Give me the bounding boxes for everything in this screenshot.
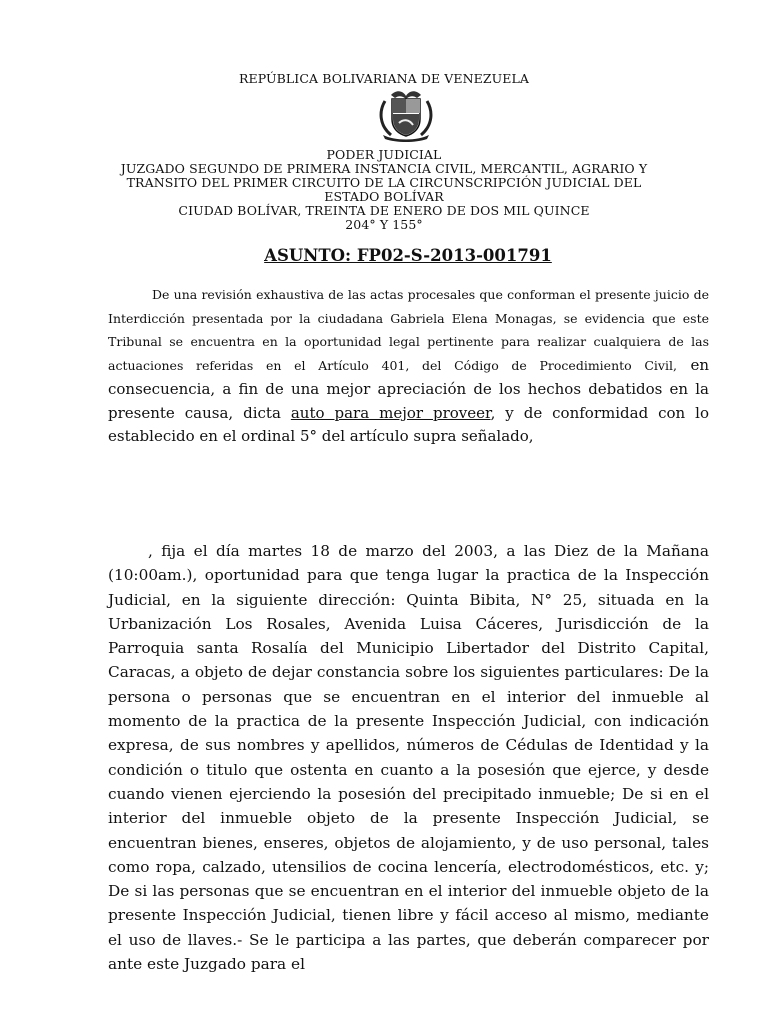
court-name-line-1: JUZGADO SEGUNDO DE PRIMERA INSTANCIA CIVIL, MERCANTIL, AGRARIO Y	[120, 161, 648, 176]
paragraph-inspection-text: , fija el día martes 18 de marzo del 2003, a las Diez de la Mañana (10:00am.), oportunidad para que tenga lugar la practica de la Inspección Judicial, en la siguiente dirección: Quinta Bibita, N° 25, situada en la Urbanización Los Rosales, Avenida Luisa Cáceres, Jurisdicción de la Parroquia santa Rosalía del Municipio Libertador del Distrito Capital, Caracas, a objeto de dejar constancia sobre los siguientes particulares: De la persona o personas que se encuentran en el interior del inmueble al momento de la practica de la presente Inspección Judicial, con indicación expresa, de sus nombres y apellidos, números de Cédulas de Identidad y la condición o titulo que ostenta en cuanto a la posesión que ejerce, y desde cuando vienen ejerciendo la posesión del precipitado inmueble; De si en el interior del inmueble objeto de la presente Inspección Judicial, se encuentran bienes, enseres, objetos de alojamiento, y de uso personal, tales como ropa, calzado, utensilios de cocina lencería, electrodomésticos, etc. y; De si las personas que se encuentran en el interior del inmueble objeto de la presente Inspección Judicial, tienen libre y fácil acceso al mismo, mediante el uso de llaves.- Se le participa a las partes, que deberán comparecer por ante este Juzgado para el	[108, 542, 709, 974]
paragraph-review	[108, 283, 709, 449]
case-number-title: ASUNTO: FP02-S-2013-001791	[264, 246, 552, 265]
republic-heading: REPÚBLICA BOLIVARIANA DE VENEZUELA	[238, 71, 530, 86]
court-name-line-2: TRANSITO DEL PRIMER CIRCUITO DE LA CIRCUNSCRIPCIÓN JUDICIAL DEL	[126, 175, 642, 190]
date-line: CIUDAD BOLÍVAR, TREINTA DE ENERO DE DOS MIL QUINCE	[178, 203, 590, 218]
paragraph-review-part-c: , y de conformidad con lo establecido en el ordinal 5° del artículo supra señalado,	[108, 403, 710, 446]
paragraph-review-part-b: en consecuencia, a fin de una mejor apreciación de los hechos debatidos en la presente causa, dicta	[108, 356, 709, 422]
judicial-power-heading: PODER JUDICIAL	[326, 147, 442, 162]
court-name-line-3: ESTADO BOLÍVAR	[324, 189, 444, 204]
coat-of-arms-seal	[377, 87, 435, 143]
auto-para-mejor-proveer: auto para mejor proveer	[290, 403, 491, 422]
years-line: 204° Y 155°	[345, 217, 423, 232]
paragraph-review-part-a: De una revisión exhaustiva de las actas procesales que conforman el presente juicio de Interdicción presentada por la ciudadana Gabriela Elena Monagas, se evidencia que este Tribunal se encuentra en la oportunidad legal pertinente para realizar cualquiera de las actuaciones referidas en el Artículo 401, del Código de Procedimiento Civil,	[108, 287, 709, 374]
paragraph-inspection	[108, 539, 709, 976]
